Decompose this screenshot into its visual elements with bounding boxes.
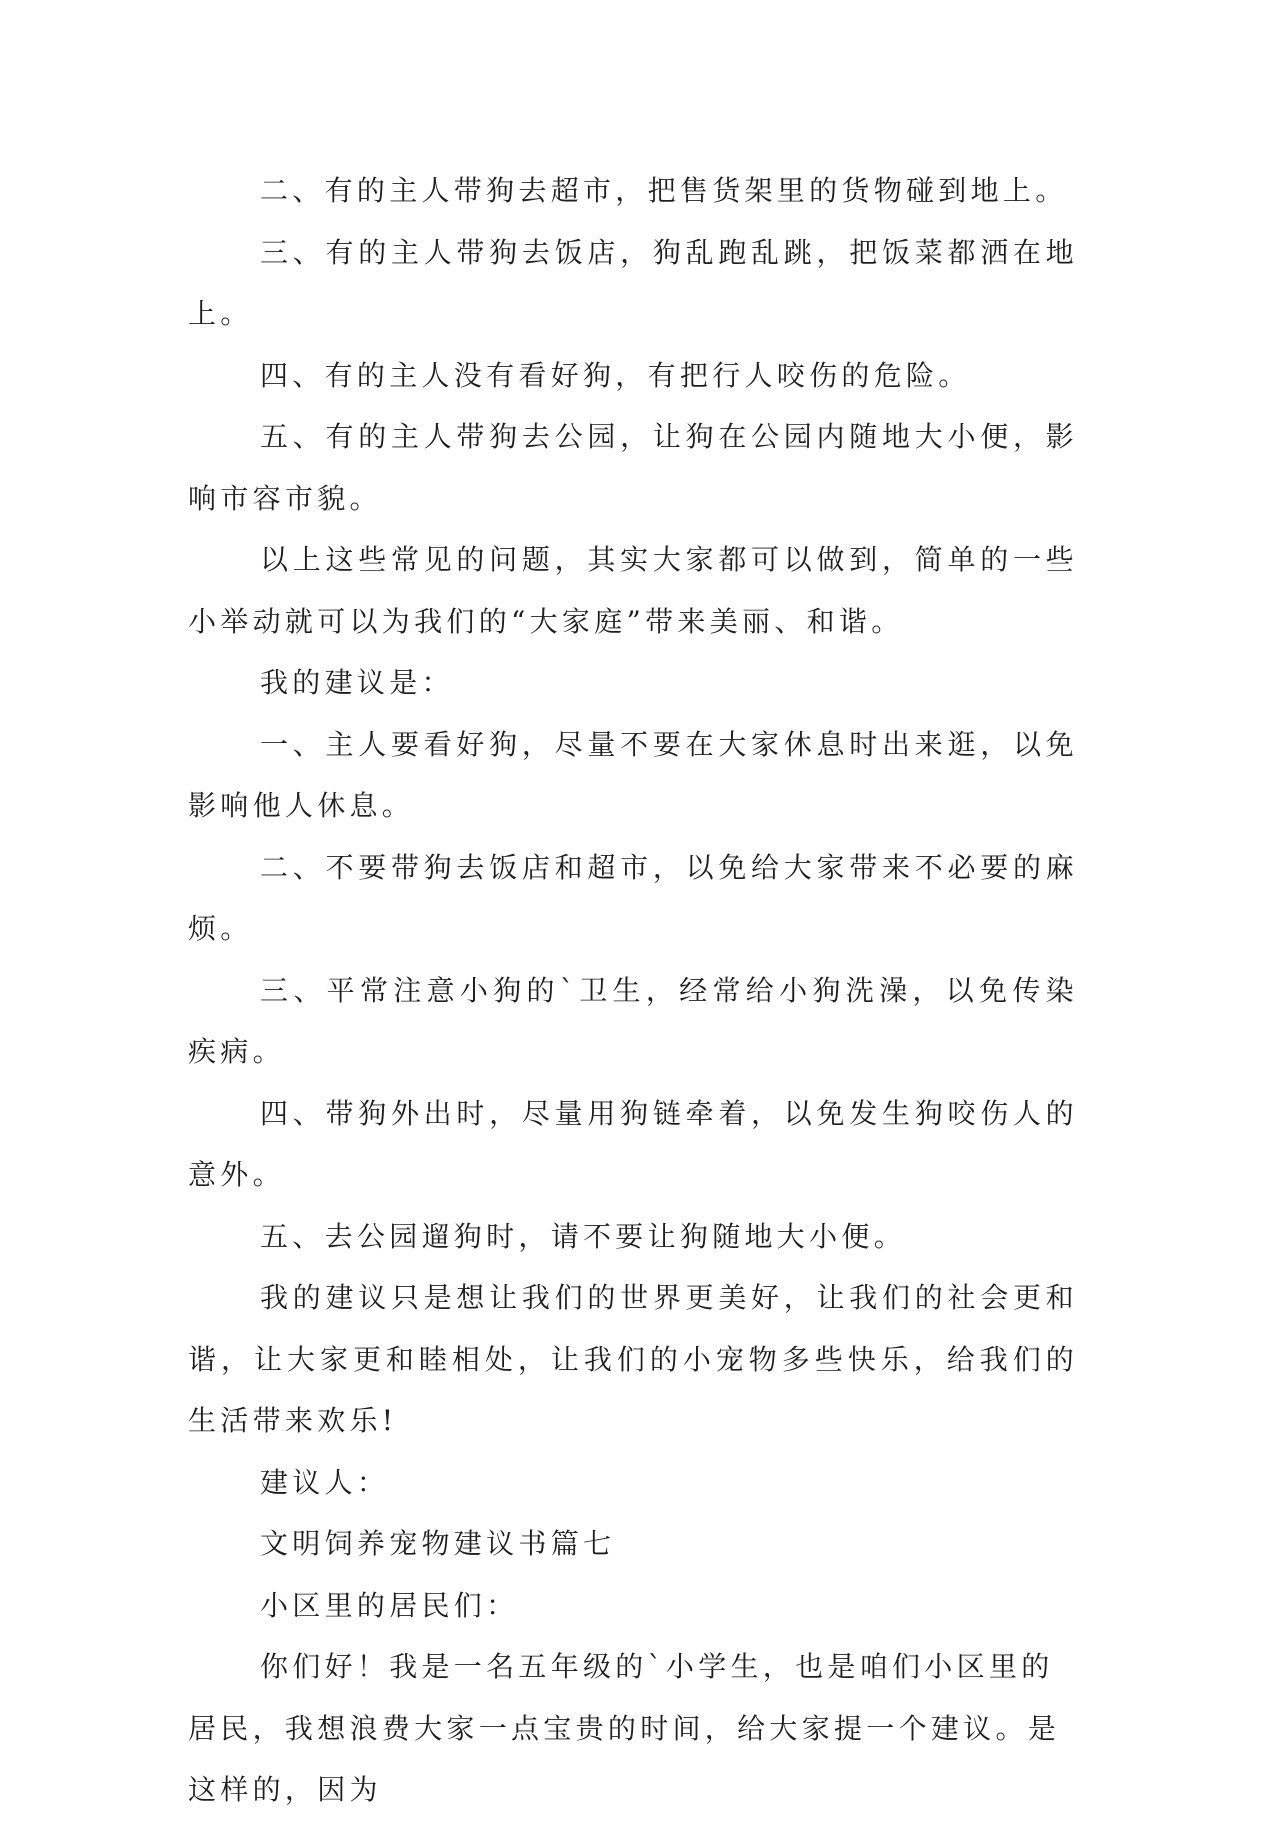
document-body bbox=[188, 160, 1078, 1821]
paragraph: 四、带狗外出时，尽量用狗链牵着，以免发生狗咬伤人的意外。 bbox=[188, 1096, 1078, 1191]
paragraph: 五、去公园遛狗时，请不要让狗随地大小便。 bbox=[260, 1219, 907, 1253]
paragraph: 以上这些常见的问题，其实大家都可以做到，简单的一些小举动就可以为我们的“大家庭”带来美丽、和谐。 bbox=[188, 543, 1078, 638]
paragraph: 四、有的主人没有看好狗，有把行人咬伤的危险。 bbox=[260, 358, 971, 392]
paragraph: 二、有的主人带狗去超市，把售货架里的货物碰到地上。 bbox=[260, 174, 1068, 207]
paragraph: 我的建议只是想让我们的世界更美好，让我们的社会更和谐，让大家更和睦相处，让我们的小宠物多些快乐，给我们的生活带来欢乐! bbox=[188, 1281, 1078, 1437]
paragraph: 一、主人要看好狗，尽量不要在大家休息时出来逛，以免影响他人休息。 bbox=[188, 727, 1078, 822]
paragraph: 五、有的主人带狗去公园，让狗在公园内随地大小便，影响市容市貌。 bbox=[188, 420, 1078, 515]
paragraph: 我的建议是： bbox=[260, 666, 454, 699]
paragraph: 三、平常注意小狗的`卫生，经常给小狗洗澡，以免传染疾病。 bbox=[188, 973, 1078, 1068]
paragraph: 你们好！我是一名五年级的`小学生，也是咱们小区里的居民，我想浪费大家一点宝贵的时间，给大家提一个建议。是这样的，因为 bbox=[188, 1650, 1061, 1806]
paragraph: 二、不要带狗去饭店和超市，以免给大家带来不必要的麻烦。 bbox=[188, 850, 1078, 945]
paragraph: 三、有的主人带狗去饭店，狗乱跑乱跳，把饭菜都洒在地上。 bbox=[188, 235, 1078, 330]
section-heading: 文明饲养宠物建议书篇七 bbox=[260, 1527, 616, 1560]
paragraph: 建议人： bbox=[260, 1465, 390, 1499]
salutation: 小区里的居民们： bbox=[260, 1588, 519, 1622]
